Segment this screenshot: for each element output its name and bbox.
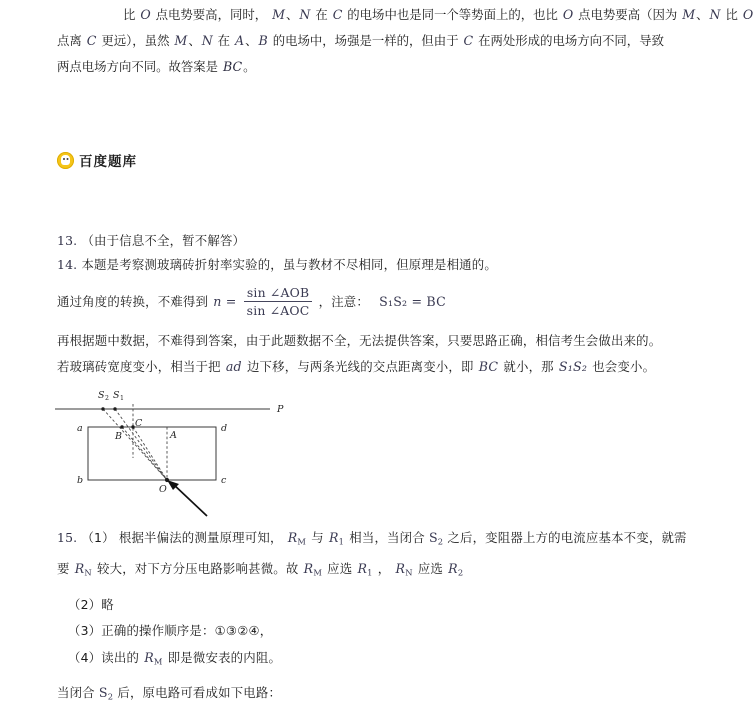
logo-wordmark: 百度题库	[79, 154, 137, 170]
incident-ray-arrow-line	[172, 483, 207, 516]
diagram-label-s2: S	[98, 390, 105, 401]
answer-13-number: 13.	[57, 233, 78, 248]
p2-text-c: 就小，那	[503, 359, 554, 374]
answer-14-formula-line	[57, 286, 446, 319]
answer-14-paragraph-2	[57, 354, 655, 379]
line2-t1: 要	[57, 561, 70, 576]
diagram-label-b-point: B	[115, 431, 122, 442]
symbol-r1-2: $R_1$	[357, 561, 373, 578]
diagram-label-c-point: C	[135, 418, 143, 429]
answer-14-paragraph-1: 再根据题中数据，不难得到答案，由于此题数据不全，无法提供答案，只要思路正确，相信考生会做出来的。	[57, 333, 662, 348]
symbol-s2-1: $S_2$	[428, 530, 444, 547]
symbol-rn-1: $R_N$	[74, 561, 92, 578]
line2-t2: 较大，对下方分压电路影响甚微。故	[97, 561, 299, 576]
formula-note-label: ，注意：	[318, 294, 369, 309]
formula-lead-text: 通过角度的转换，不难得到	[57, 294, 209, 309]
ray-c-to-o	[133, 427, 167, 480]
ray-b-to-o	[122, 427, 167, 480]
formula-note-equation: S₁S₂ = BC	[379, 294, 446, 309]
line2-t4: ，	[377, 561, 391, 576]
answer-15-line-1	[57, 525, 687, 554]
diagram-label-c-corner: c	[221, 475, 227, 486]
refraction-index-fraction	[244, 285, 313, 318]
answer-14-text: 本题是考察测玻璃砖折射率实验的，虽与教材不尽相同，但原理是相通的。	[81, 257, 497, 272]
diagram-label-a-corner: a	[77, 423, 83, 434]
symbol-r1-1: $R_1$	[328, 530, 345, 547]
baidu-tiku-logo[interactable]	[57, 150, 137, 170]
glass-brick-rect	[88, 427, 216, 480]
answer-15-part-4	[68, 645, 281, 674]
answer-13	[57, 228, 245, 253]
top-answer-line-2: 点离 C 更远），虽然 M、N 在 A、B 的电场中，场强是一样的，但由于 C 在两处形成的电场方向不同，导致	[57, 33, 664, 48]
answer-15-closing-line	[57, 680, 281, 709]
answer-15-part-2: （2）略	[68, 597, 114, 612]
p2-text-a: 若玻璃砖宽度变小，相当于把	[57, 359, 221, 374]
line2-t3: 应选	[327, 561, 353, 576]
diagram-label-s1-sub: 1	[120, 395, 124, 402]
answer-15-number: 15.	[57, 530, 78, 545]
top-answer-line-3: 两点电场方向不同。故答案是 BC。	[57, 59, 256, 74]
baidu-bear-icon	[57, 152, 74, 169]
diagram-label-p: P	[277, 404, 284, 415]
point-b	[120, 425, 123, 428]
fraction-numerator: sin ∠AOB	[244, 285, 313, 302]
diagram-label-d-corner: d	[221, 423, 228, 434]
closing-text-b: 后，原电路可看成如下电路：	[117, 685, 282, 700]
answer-15-part-3: （3）正确的操作顺序是：①③②④，	[68, 623, 273, 638]
answer-14	[57, 252, 497, 277]
diagram-label-b-corner: b	[77, 475, 84, 486]
part4-text-a: （4）读出的	[68, 650, 140, 665]
diagram-label-s2-sub: 2	[105, 395, 109, 402]
diagram-label-a-point: A	[170, 430, 177, 441]
answer-14-number: 14.	[57, 257, 78, 272]
fraction-denominator: sin ∠AOC	[246, 303, 310, 318]
formula-lhs: n =	[213, 294, 237, 309]
answer-15-part1-t2: 与	[311, 530, 324, 545]
symbol-rn-2: $R_N$	[395, 561, 413, 578]
answer-15-part1-t3: 相当，当闭合	[349, 530, 425, 545]
diagram-label-s1: S	[113, 390, 120, 401]
p2-segment-s1s2: S₁S₂	[558, 359, 588, 374]
p2-edge-ad: ad	[225, 359, 242, 374]
symbol-r2-1: $R_2$	[448, 561, 464, 578]
point-s1	[113, 407, 116, 410]
answer-15-line-2	[57, 556, 464, 585]
closing-text-a: 当闭合	[57, 685, 95, 700]
line2-t5: 应选	[417, 561, 444, 576]
answer-15-part1-t4: 之后，变阻器上方的电流应基本不变，就需	[447, 530, 687, 545]
top-answer-paragraph	[57, 2, 754, 80]
answer-15-part1-t1: 根据半偏法的测量原理可知，	[118, 530, 283, 545]
point-s2	[101, 407, 104, 410]
diagram-label-o-point: O	[159, 484, 167, 495]
p2-text-d: 也会变小。	[592, 359, 656, 374]
glass-brick-refraction-diagram	[55, 386, 385, 516]
symbol-s2-2: $S_2$	[98, 685, 114, 702]
answer-15-part1-label: （1）	[81, 530, 115, 545]
symbol-rm-1: $R_M$	[287, 530, 307, 547]
p2-text-b: 边下移，与两条光线的交点距离变小，即	[246, 359, 474, 374]
part4-text-b: 即是微安表的内阻。	[167, 650, 282, 665]
top-answer-line-1: 比 O 点电势要高，同时， M、N 在 C 的电场中也是同一个等势面上的，也比 O 点电势要高（因为 M、N 比 O	[123, 7, 754, 22]
symbol-rm-2: $R_M$	[303, 561, 323, 578]
answer-13-text: （由于信息不全，暂不解答）	[81, 233, 246, 248]
p2-segment-bc: BC	[478, 359, 499, 374]
symbol-rm-3: $R_M$	[144, 650, 163, 667]
